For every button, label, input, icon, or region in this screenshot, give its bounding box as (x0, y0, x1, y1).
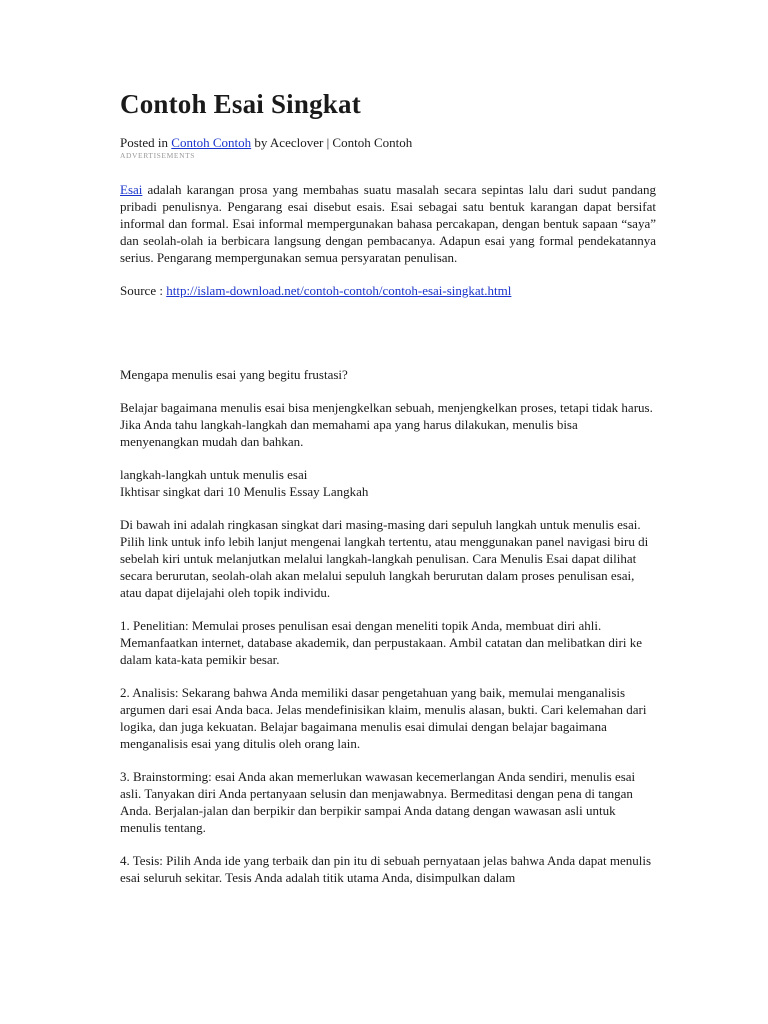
step-2-paragraph: 2. Analisis: Sekarang bahwa Anda memiliki dasar pengetahuan yang baik, memulai menganalisis argumen dari esai Anda baca. Jelas mendefinisikan klaim, menulis alasan, bukti. Cari kelemahan dari logika, dan juga kekuatan. Belajar bagaimana menulis esai dimulai dengan belajar bagaimana menganalisis esai yang ditulis oleh orang lain. (120, 685, 647, 751)
source-line (120, 282, 656, 299)
steps-heading (120, 466, 656, 500)
question-paragraph: Mengapa menulis esai yang begitu frustasi? (120, 367, 348, 382)
category-link[interactable]: Contoh Contoh (171, 135, 252, 150)
paragraph-1: Belajar bagaimana menulis esai bisa menjengkelkan sebuah, menjengkelkan proses, tetapi tidak harus. Jika Anda tahu langkah-langkah dan memahami apa yang harus dilakukan, menulis bisa menyenangkan mudah dan bahkan. (120, 400, 653, 449)
step-4-paragraph: 4. Tesis: Pilih Anda ide yang terbaik dan pin itu di sebuah pernyataan jelas bahwa Anda dapat menulis esai seluruh sekitar. Tesis Anda adalah titik utama Anda, disimpulkan dalam (120, 853, 652, 885)
source-link[interactable]: http://islam-download.net/contoh-contoh/contoh-esai-singkat.html (166, 283, 512, 298)
intro-paragraph (120, 181, 656, 266)
article (120, 86, 656, 886)
steps-title: langkah-langkah untuk menulis esai (120, 467, 308, 482)
page-title: Contoh Esai Singkat (120, 89, 361, 119)
step-1-paragraph: 1. Penelitian: Memulai proses penulisan esai dengan meneliti topik Anda, membuat diri ahli. Memanfaatkan internet, database akademik, dan perpustakaan. Ambil catatan dan melibatkan diri ke dalam kata-kata pemikir besar. (120, 618, 642, 667)
advertisements-label: ADVERTISEMENTS (120, 151, 196, 160)
intro-text: adalah karangan prosa yang membahas suatu masalah secara sepintas lalu dari sudut pandang pribadi penulisnya. Pengarang esai disebut esais. Esai sebagai satu bentuk karangan dapat bersifat informal dan formal. Esai informal mempergunakan bahasa percakapan, dengan bentuk sapaan “saya” dan seolah-olah ia berbicara langsung dengan pembacanya. Adapun esai yang formal pendekatannya serius. Pengarang mempergunakan semua persyaratan penulisan. (120, 182, 656, 265)
source-label: Source : (120, 283, 167, 298)
post-meta (120, 135, 656, 151)
posted-in-label: Posted in (120, 135, 172, 150)
esai-link[interactable]: Esai (120, 182, 143, 197)
paragraph-2: Di bawah ini adalah ringkasan singkat dari masing-masing dari sepuluh langkah untuk menulis esai. Pilih link untuk info lebih lanjut mengenai langkah tertentu, atau menggunakan panel navigasi biru di sebelah kiri untuk melanjutkan melalui langkah-langkah penulisan. Cara Menulis Esai dapat dilihat secara berurutan, seolah-olah akan melalui sepuluh langkah berurutan dalam proses penulisan esai, atau dapat dijelajahi oleh topik individu. (120, 517, 649, 600)
author-label: by Aceclover | Contoh Contoh (251, 135, 413, 150)
step-3-paragraph: 3. Brainstorming: esai Anda akan memerlukan wawasan kecemerlangan Anda sendiri, menulis esai asli. Tanyakan diri Anda pertanyaan selusin dan menjawabnya. Bermeditasi dengan pena di tangan Anda. Berjalan-jalan dan berpikir dan berpikir sampai Anda datang dengan wawasan asli untuk menulis tentang. (120, 769, 636, 835)
steps-subtitle: Ikhtisar singkat dari 10 Menulis Essay Langkah (120, 484, 369, 499)
